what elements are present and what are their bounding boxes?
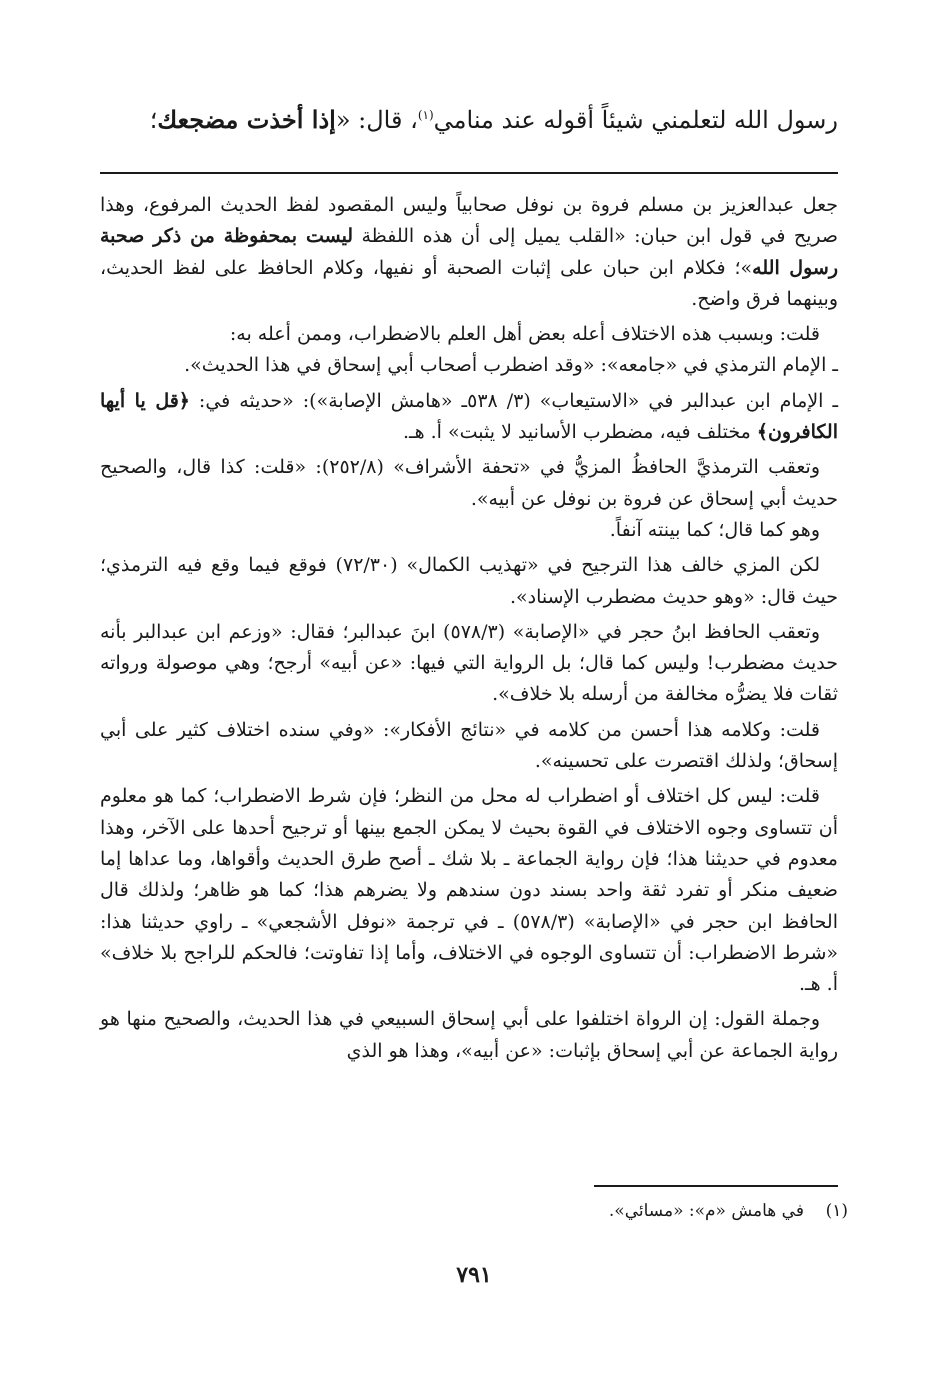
header-text-3: ؛ bbox=[149, 106, 158, 134]
paragraph-11 bbox=[100, 1004, 838, 1067]
bold-text-segment: ﴿قل يا أيها الكافرون﴾ bbox=[100, 389, 838, 444]
paragraph-4 bbox=[100, 386, 838, 449]
text-segment: قلت: وبسبب هذه الاختلاف أعله بعض أهل العلم بالاضطراب، وممن أعله به: bbox=[229, 323, 820, 346]
paragraph-9 bbox=[100, 715, 838, 778]
footnote-number: (١) bbox=[825, 1201, 848, 1221]
text-segment: مختلف فيه، مضطرب الأسانيد لا يثبت» أ. هـ. bbox=[402, 421, 757, 444]
text-segment: قلت: ليس كل اختلاف أو اضطراب له محل من النظر؛ فإن شرط الاضطراب؛ كما هو معلوم أن تتساوى وجوه الاختلاف في القوة بحيث لا يمكن الجمع بينها أو ترجيح أحدها على الآخر، وهذا معدوم في حديثنا هذا؛ فإن رواية الجماعة ـ بلا شك ـ أصح طرق الحديث وأقواها، وما عداها إما ضعيف منكر أو تفرد ثقة واحد بسند دون سندهم ولا يضرهم هذا؛ كما هو ظاهر؛ ولذلك قال الحافظ ابن حجر في «الإصابة» (٥٧٨/٣) ـ في ترجمة «نوفل الأشجعي» ـ راوي حديثنا هذا: «شرط الاضطراب: أن تتساوى الوجوه في الاختلاف، وأما إذا تفاوتت؛ فالحكم للراجح بلا خلاف» أ. هـ. bbox=[100, 785, 838, 996]
text-segment: ـ الإمام الترمذي في «جامعه»: «وقد اضطرب أصحاب أبي إسحاق في هذا الحديث». bbox=[184, 354, 838, 377]
body-text bbox=[100, 190, 838, 1067]
paragraph-7 bbox=[100, 550, 838, 613]
footnote-text: في هامش «م»: «مسائي». bbox=[608, 1201, 804, 1221]
header-bold-quote: إذا أخذت مضجعك bbox=[157, 105, 336, 134]
paragraph-5 bbox=[100, 452, 838, 515]
paragraph-8 bbox=[100, 617, 838, 711]
text-segment: وجملة القول: إن الرواة اختلفوا على أبي إسحاق السبيعي في هذا الحديث، والصحيح منها هو رواية الجماعة عن أبي إسحاق بإثبات: «عن أبيه»، وهذا هو الذي bbox=[100, 1008, 838, 1062]
text-segment: »؛ فكلام ابن حبان على إثبات الصحبة أو نفيها، وكلام الحافظ على لفظ الحديث، وبينهما فرق واضح. bbox=[100, 256, 838, 310]
header-divider bbox=[100, 172, 838, 174]
paragraph-10 bbox=[100, 781, 838, 1000]
running-header-line bbox=[78, 100, 838, 140]
paragraph-6 bbox=[100, 515, 838, 546]
paragraph-3 bbox=[100, 350, 838, 381]
text-segment: وتعقب الترمذيَّ الحافظُ المزيُّ في «تحفة الأشراف» (٢٥٢/٨): «قلت: كذا قال، والصحيح حديث أبي إسحاق عن فروة بن نوفل عن أبيه». bbox=[100, 456, 838, 510]
footnote-reference[interactable]: (١) bbox=[417, 108, 434, 122]
page-number: ٧٩١ bbox=[456, 1262, 492, 1288]
paragraph-1 bbox=[100, 190, 838, 315]
bold-text-segment: ليست بمحفوظة من ذكر صحبة رسول الله bbox=[100, 225, 838, 279]
text-segment: وهو كما قال؛ كما بينته آنفاً. bbox=[609, 518, 820, 541]
text-segment: وتعقب الحافظ ابنُ حجر في «الإصابة» (٥٧٨/٣) ابنَ عبدالبر؛ فقال: «وزعم ابن عبدالبر بأنه حديث مضطرب! وليس كما قال؛ بل الرواية التي فيها: «عن أبيه» أرجح؛ وهي موصولة ورواته ثقات فلا يضرُّه مخالفة من أرسله بلا خلاف». bbox=[100, 620, 838, 706]
footnote bbox=[348, 1198, 848, 1224]
text-segment: لكن المزي خالف هذا الترجيح في «تهذيب الكمال» (٧٢/٣٠) فوقع فيما وقع فيه الترمذي؛ حيث قال: «وهو حديث مضطرب الإسناد». bbox=[100, 554, 838, 608]
text-segment: جعل عبدالعزيز بن مسلم فروة بن نوفل صحابياً وليس المقصود لفظ الحديث المرفوع، وهذا صريح في قول ابن حبان: «القلب يميل إلى أن هذه اللفظة bbox=[100, 194, 838, 248]
paragraph-2 bbox=[100, 319, 838, 350]
footnote-divider bbox=[594, 1185, 838, 1187]
header-text-2: ، قال: « bbox=[335, 106, 418, 134]
header-text: رسول الله لتعلمني شيئاً أقوله عند منامي bbox=[433, 106, 838, 134]
text-segment: ـ الإمام ابن عبدالبر في «الاستيعاب» (٣/ ٥٣٨ـ «هامش الإصابة»): «حديثه في: bbox=[189, 389, 839, 412]
text-segment: قلت: وكلامه هذا أحسن من كلامه في «نتائج الأفكار»: «وفي سنده اختلاف كثير على أبي إسحاق؛ ولذلك اقتصرت على تحسينه». bbox=[100, 718, 838, 773]
